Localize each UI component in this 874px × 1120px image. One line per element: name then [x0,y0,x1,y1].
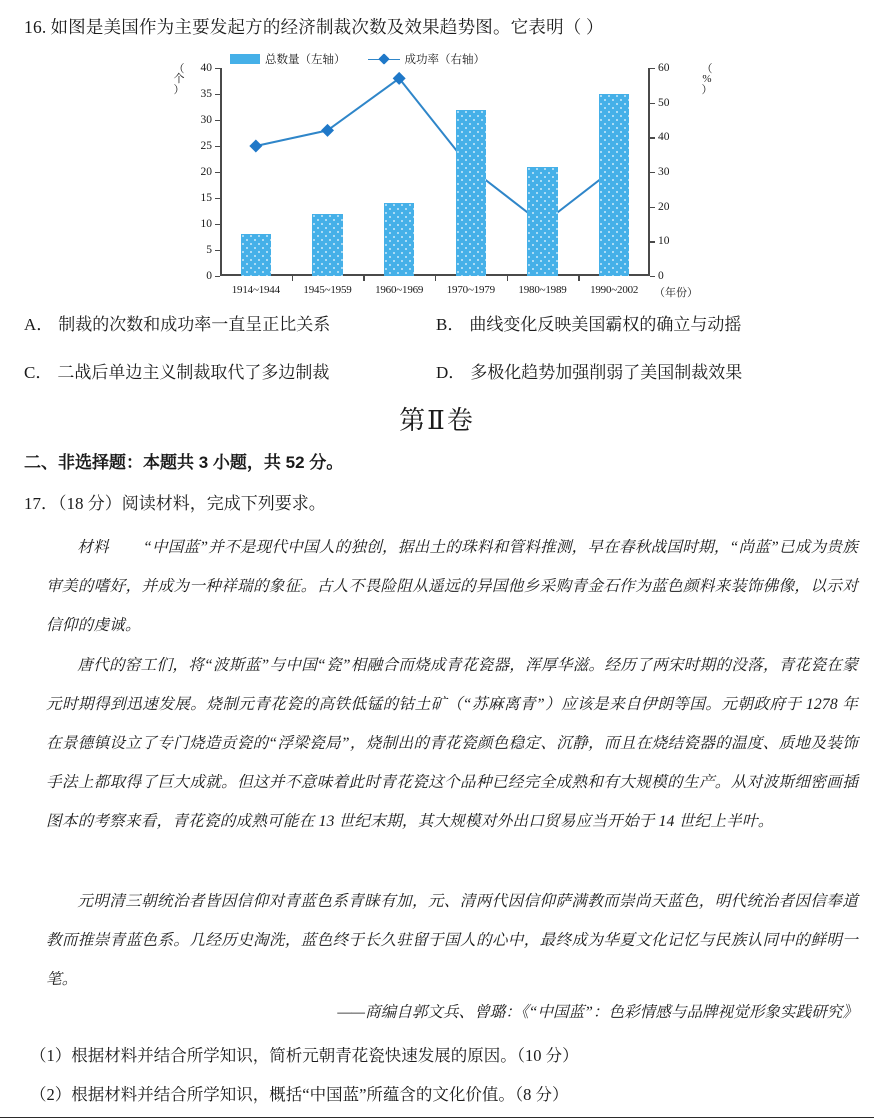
legend-bar-label: 总数量（左轴） [265,54,346,66]
legend-line-label: 成功率（右轴） [404,54,485,66]
right-axis-tick-label: 10 [658,235,670,248]
left-axis-tick-label: 40 [200,62,212,74]
question-17-head: 17．（18 分）阅读材料，完成下列要求。 [24,494,326,513]
material-label: 材料 [77,539,109,556]
legend-item-line [368,51,486,67]
section-subtitle: 二、非选择题：本题共 3 小题，共 52 分。 [24,453,344,472]
success-rate-polyline [256,78,614,224]
option-c-text: 二战后单边主义制裁取代了多边制裁 [57,362,330,382]
right-axis-tick [650,276,655,277]
right-axis-tick-label: 30 [658,166,670,178]
option-d-tag: D． [436,362,466,382]
right-axis-tick-label: 0 [658,270,664,282]
x-axis-category-label: 1960~1969 [375,284,424,296]
legend-line-marker-icon [368,54,400,64]
left-axis-tick-label: 10 [200,218,212,230]
left-axis-unit: （ 个 ） [173,63,185,96]
material-paragraph-2 [46,646,858,841]
left-axis-tick [215,250,220,251]
right-axis-unit: （ % ） [701,63,713,96]
right-axis-tick [650,103,655,104]
left-axis-tick [215,172,220,173]
question-16-stem [24,14,854,40]
right-axis-tick [650,207,655,208]
left-axis-tick-label: 5 [206,244,212,256]
success-rate-line-series [220,68,650,276]
left-axis-tick-label: 25 [200,140,212,152]
left-axis-tick [215,120,220,121]
right-axis-tick [650,68,655,69]
option-row-2 [24,360,854,386]
right-axis-tick [650,137,655,138]
option-c[interactable] [24,360,436,386]
left-axis-tick-label: 0 [206,270,212,282]
x-axis-unit-label: （年份） [654,287,698,299]
option-b-tag: B． [436,315,465,334]
left-axis-tick-label: 35 [200,88,212,100]
option-b-text: 曲线变化反映美国霸权的确立与动摇 [469,315,742,334]
material-citation: ——商编自郭文兵、曾璐：《“中国蓝”：色彩情感与品牌视觉形象实践研究》 [337,1004,858,1021]
chart-plot-area [200,62,698,299]
line-data-point-marker [321,124,334,137]
sub-question-2: （2）根据材料并结合所学知识，概括“中国蓝”所蕴含的文化价值。（8 分） [30,1085,569,1104]
legend-item-bars [230,51,346,67]
left-axis-tick-label: 20 [200,166,212,178]
material-paragraph-3-text: 元明清三朝统治者皆因信仰对青蓝色系青睐有加，元、清两代因信仰萨满教而崇尚天蓝色，明代统治者因信奉道教而推崇青蓝色系。几经历史淘洗，蓝色终于长久驻留于国人的心中，最终成为华夏文化记忆与民族认同中的鲜明一笔。 [46,893,858,988]
option-a-tag: A． [24,315,54,334]
material-paragraph-1 [46,528,858,645]
option-a[interactable] [24,312,436,338]
right-axis-tick [650,241,655,242]
right-axis-tick [650,172,655,173]
left-axis-tick [215,68,220,69]
chart-bar [456,110,486,276]
right-axis-tick-label: 60 [658,62,670,74]
right-axis-tick-label: 50 [658,96,670,109]
material-paragraph-1-text: “中国蓝”并不是现代中国人的独创，据出土的珠料和管料推测，早在春秋战国时期，“尚蓝”已成为贵族审美的嗜好，并成为一种祥瑞的象征。古人不畏险阻从遥远的异国他乡采购青金石作为蓝色颜料来装饰佛像，以示对信仰的虔诚。 [46,539,858,634]
question-16-text: 如图是美国作为主要发起方的经济制裁次数及效果趋势图。它表明（ ） [50,17,604,37]
section-title: 第Ⅱ卷 [399,406,475,435]
sanctions-chart [168,50,714,302]
chart-bar [384,203,414,276]
chart-bar [312,214,342,276]
option-row-1 [24,312,854,338]
x-axis-category-label: 1945~1959 [303,284,352,296]
left-axis-tick [215,198,220,199]
option-d-text: 多极化趋势加强削弱了美国制裁效果 [470,362,743,382]
question-16-number: 16. [24,17,47,37]
option-b[interactable] [436,312,741,338]
chart-bar [241,234,271,276]
left-axis-tick [215,146,220,147]
material-paragraph-3 [46,882,858,999]
x-axis-tick [435,276,436,281]
chart-bar [527,167,557,276]
left-axis-tick [215,224,220,225]
question-16-options [24,312,854,407]
option-c-tag: C． [24,362,53,382]
right-axis-tick-label: 20 [658,200,670,213]
x-axis-category-label: 1990~2002 [590,284,639,296]
left-axis-tick [215,94,220,95]
legend-bar-swatch [230,54,260,64]
x-axis-tick [292,276,293,281]
line-data-point-marker [249,139,262,152]
x-axis-category-label: 1970~1979 [446,284,495,296]
page-bottom-rule [0,1117,874,1119]
material-paragraph-2-text: 唐代的窑工们，将“波斯蓝”与中国“瓷”相融合而烧成青花瓷器，浑厚华滋。经历了两宋时期的没落，青花瓷在蒙元时期得到迅速发展。烧制元青花瓷的高铁低锰的钴土矿（“苏麻离青”）应该是来自伊朗等国。元朝政府于 1278 年在景德镇设立了专门烧造贡瓷的“浮梁瓷局”，烧制出的青花瓷颜色稳定、沉静，而且在烧结瓷器的温度、质地及装饰手法上都取得了巨大成就。但这并不意味着此时青花瓷这个品种已经完全成熟和有大规模的生产。从对波斯细密画插图本的考察来看，青花瓷的成熟可能在 13 世纪末期，其大规模对外出口贸易应当开始于 14 世纪上半叶。 [46,657,858,830]
sub-question-1: （1）根据材料并结合所学知识，简析元朝青花瓷快速发展的原因。（10 分） [30,1046,579,1065]
left-axis-tick-label: 30 [200,114,212,126]
left-axis-tick-label: 15 [200,192,212,204]
x-axis-tick [363,276,364,281]
x-axis-category-label: 1914~1944 [231,284,280,296]
x-axis-tick [507,276,508,281]
right-axis-tick-label: 40 [658,131,670,144]
chart-bar [599,94,629,276]
option-a-text: 制裁的次数和成功率一直呈正比关系 [58,315,331,334]
left-axis-tick [215,276,220,277]
x-axis-tick [578,276,579,281]
x-axis-category-label: 1980~1989 [518,284,567,296]
chart-legend [230,51,485,67]
option-d[interactable] [436,360,742,386]
